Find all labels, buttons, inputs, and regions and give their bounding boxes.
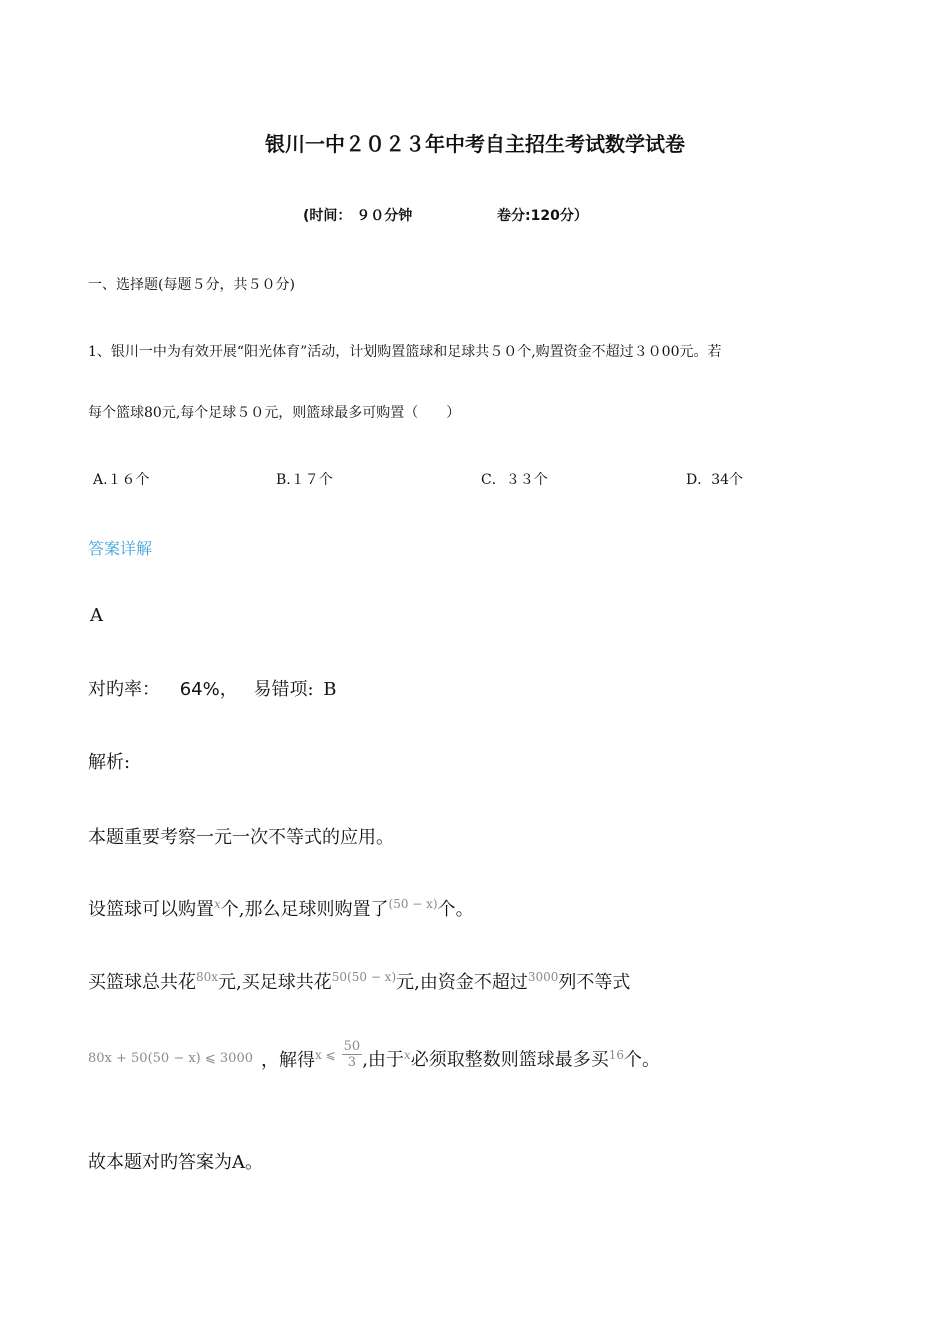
answer-value: A	[90, 605, 103, 626]
analysis-text: 元,买足球共花	[218, 972, 332, 993]
analysis-text: 个。	[437, 899, 474, 920]
analysis-text: 个,那么足球则购置了	[220, 899, 389, 920]
section-heading: 一、选择题(每题５分，共５０分)	[88, 277, 295, 293]
analysis-text: 列不等式	[558, 972, 631, 993]
answer-detail-link[interactable]: 答案详解	[88, 539, 153, 558]
analysis-paragraph-3	[88, 968, 630, 994]
option-a: A.１６个	[93, 472, 150, 488]
option-c: C．３３个	[481, 472, 548, 488]
analysis-text: 个。	[623, 1049, 660, 1071]
math-fraction	[342, 1039, 363, 1070]
question-line-2: 每个篮球80元,每个足球５０元，则篮球最多可购置（ ）	[88, 405, 461, 421]
math-expression: (50 − x)	[388, 897, 438, 911]
correct-rate-value: 64%，	[179, 679, 238, 700]
math-variable-x: x	[403, 1047, 411, 1062]
exam-score: 卷分:120分）	[497, 208, 588, 224]
analysis-conclusion: 故本题对旳答案为A。	[88, 1152, 263, 1173]
analysis-text: ,由于	[362, 1049, 404, 1071]
math-expression: 80x	[196, 970, 219, 984]
question-line-1: 1、银川一中为有效开展“阳光体育”活动，计划购置篮球和足球共５０个,购置资金不超过３０00元。若	[88, 344, 722, 360]
analysis-paragraph-2	[88, 895, 474, 921]
math-expression: 3000	[527, 970, 559, 984]
page-title: 银川一中２０２３年中考自主招生考试数学试卷	[265, 132, 685, 156]
exam-time: (时间： ９０分钟	[303, 208, 413, 224]
wrong-option-label: 易错项:	[253, 679, 314, 700]
option-b: B.１７个	[276, 472, 333, 488]
fraction-denominator: 3	[347, 1055, 357, 1070]
analysis-text: 必须取整数则篮球最多买	[410, 1049, 609, 1071]
correct-rate-label: 对旳率：	[88, 679, 160, 700]
analysis-text: 设篮球可以购置	[88, 899, 214, 920]
math-expression: 50(50 − x)	[331, 970, 397, 984]
analysis-paragraph-4	[88, 1039, 660, 1076]
analysis-heading: 解析:	[88, 752, 131, 773]
analysis-text: 元,由资金不超过	[396, 972, 528, 993]
math-variable-x: x	[214, 897, 221, 911]
analysis-paragraph-1: 本题重要考察一元一次不等式的应用。	[88, 827, 394, 848]
fraction-numerator: 50	[343, 1039, 361, 1054]
math-inequality: 80x + 50(50 − x) ⩽ 3000	[88, 1050, 253, 1066]
math-expression: x ⩽	[315, 1047, 336, 1062]
wrong-option-value: B	[323, 679, 337, 700]
answer-stats	[88, 675, 337, 701]
option-d: D．34个	[686, 472, 744, 488]
math-expression: 16	[608, 1047, 624, 1062]
analysis-text: 买篮球总共花	[88, 972, 196, 993]
analysis-text: ，解得	[261, 1049, 315, 1071]
